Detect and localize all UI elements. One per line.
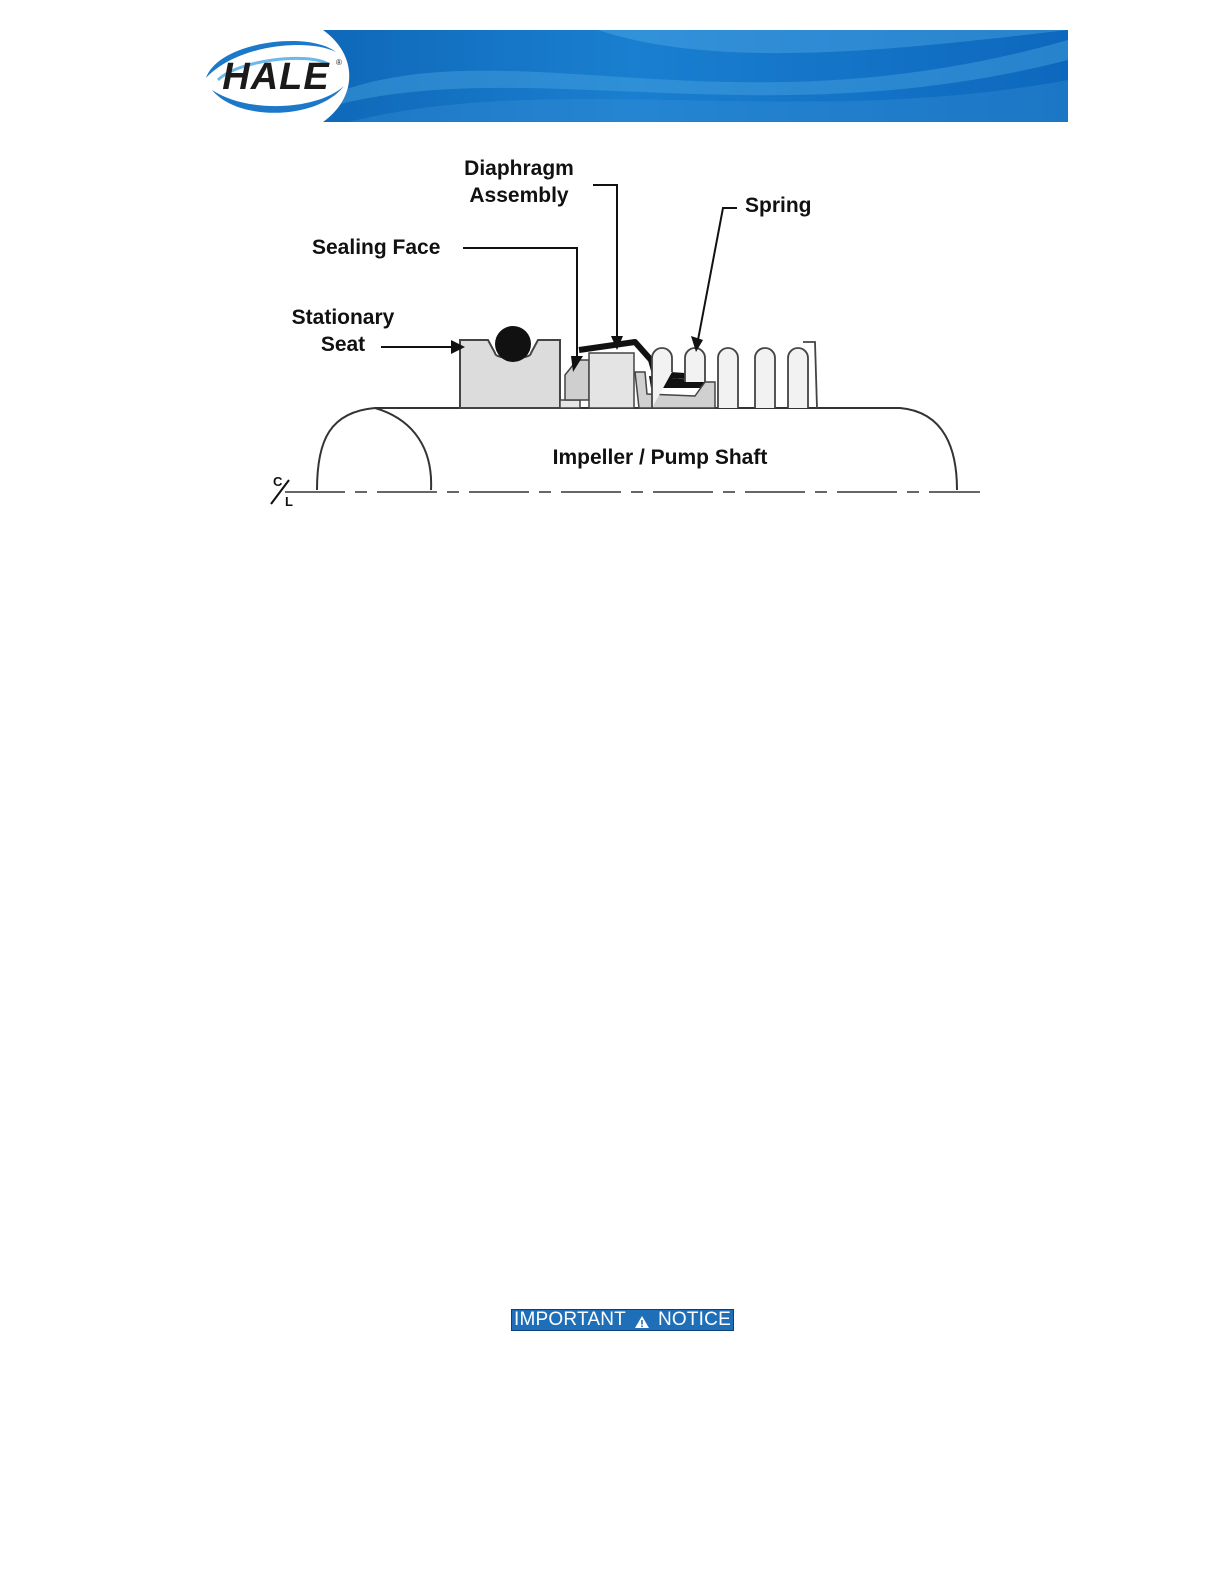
label-spring: Spring xyxy=(745,194,812,217)
o-ring xyxy=(495,326,531,362)
label-stationary-line2: Seat xyxy=(320,333,366,356)
important-notice-badge xyxy=(511,1309,734,1331)
spring-leader xyxy=(698,208,737,340)
centerline-l: L xyxy=(285,494,293,509)
centerline-c: C xyxy=(273,474,283,489)
registered-mark: ® xyxy=(336,58,342,67)
label-shaft: Impeller / Pump Shaft xyxy=(552,446,768,469)
warning-triangle-icon xyxy=(634,1313,650,1327)
diaphragm-leader xyxy=(593,185,617,338)
stationary-seat xyxy=(460,326,560,408)
label-sealing-face: Sealing Face xyxy=(312,236,441,259)
label-diaphragm-line2: Assembly xyxy=(469,184,569,207)
hale-logo xyxy=(198,30,356,122)
logo-text: HALE xyxy=(222,56,330,98)
mechanical-seal-diagram xyxy=(255,150,985,515)
notice-right-text: NOTICE xyxy=(657,1309,731,1330)
notice-left-text: IMPORTANT xyxy=(514,1309,626,1330)
label-stationary-line1: Stationary xyxy=(291,306,395,329)
label-diaphragm-line1: Diaphragm xyxy=(464,157,574,180)
